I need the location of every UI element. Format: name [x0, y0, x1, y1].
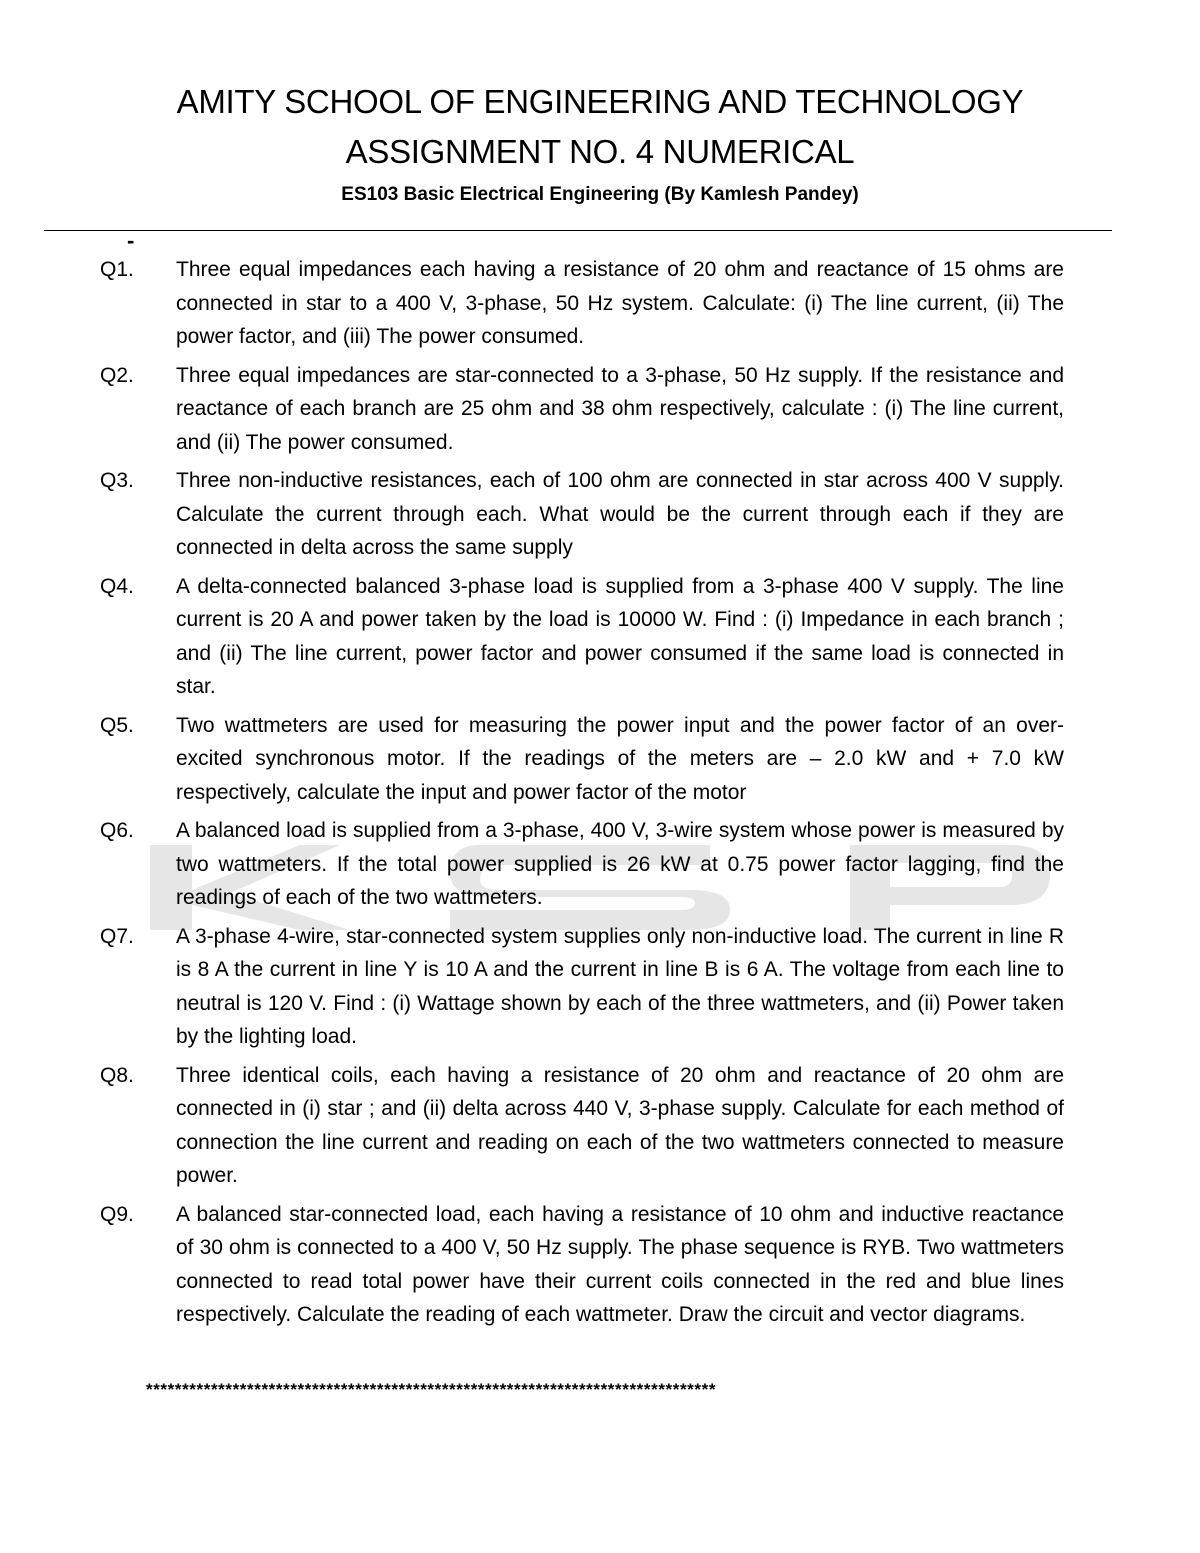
question-number: Q5.: [100, 713, 134, 737]
header-divider: [44, 230, 1112, 231]
question-number: Q7.: [100, 924, 134, 948]
assignment-title: ASSIGNMENT NO. 4 NUMERICAL: [345, 133, 855, 170]
course-title: ES103 Basic Electrical Engineering (By Kamlesh Pandey): [341, 184, 859, 205]
question-item: [100, 1059, 1100, 1193]
question-item: [100, 253, 1100, 354]
question-item: [100, 1198, 1100, 1332]
question-item: [100, 359, 1100, 460]
question-item: [100, 464, 1100, 565]
question-number: Q9.: [100, 1202, 134, 1226]
question-item: [100, 570, 1100, 704]
question-number: Q4.: [100, 574, 134, 598]
question-text: A balanced star-connected load, each having a resistance of 10 ohm and inductive reactance of 30 ohm is connected to a 400 V, 50 Hz supply. The phase sequence is RYB. Two wattmeters connected to read total power have their current coils connected in the red and blue lines respectively. Calculate the reading of each wattmeter. Draw the circuit and vector diagrams.: [176, 1202, 1064, 1326]
question-text: Three equal impedances are star-connected to a 3-phase, 50 Hz supply. If the resistance and reactance of each branch are 25 ohm and 38 ohm respectively, calculate : (i) The line current, and (ii) The power consumed.: [176, 363, 1064, 454]
question-item: [100, 709, 1100, 810]
question-item: [100, 814, 1100, 915]
question-text: Two wattmeters are used for measuring the power input and the power factor of an over-excited synchronous motor. If the readings of the meters are – 2.0 kW and + 7.0 kW respectively, calculate the input and power factor of the motor: [176, 713, 1064, 804]
question-number: Q1.: [100, 258, 134, 281]
question-item: [100, 920, 1100, 1054]
question-text: Three non-inductive resistances, each of 100 ohm are connected in star across 400 V supply. Calculate the current through each. What would be the current through each if they are connected in delta across the same supply: [176, 469, 1064, 559]
question-text: Three equal impedances each having a resistance of 20 ohm and reactance of 15 ohms are connected in star to a 400 V, 3-phase, 50 Hz system. Calculate: (i) The line current, (ii) The power factor, and (iii) The power consumed.: [176, 258, 1064, 348]
question-text: A delta-connected balanced 3-phase load is supplied from a 3-phase 400 V supply. The line current is 20 A and power taken by the load is 10000 W. Find : (i) Impedance in each branch ; and (ii) The line current, power factor and power consumed if the same load is connected in star.: [176, 574, 1064, 698]
footer-stars: *******************************************************************************: [146, 1380, 717, 1399]
question-number: Q8.: [100, 1063, 134, 1087]
question-text: A balanced load is supplied from a 3-phase, 400 V, 3-wire system whose power is measured by two wattmeters. If the total power supplied is 26 kW at 0.75 power factor lagging, find the readings of each of the two wattmeters.: [176, 819, 1064, 909]
question-text: A 3-phase 4-wire, star-connected system supplies only non-inductive load. The current in line R is 8 A the current in line Y is 10 A and the current in line B is 6 A. The voltage from each line to neutral is 120 V. Find : (i) Wattage shown by each of the three wattmeters, and (ii) Power taken by the lighting load.: [176, 924, 1064, 1048]
separator-mark: -: [127, 228, 135, 253]
question-number: Q2.: [100, 363, 134, 387]
institution-name: AMITY SCHOOL OF ENGINEERING AND TECHNOLOGY: [176, 83, 1024, 120]
question-text: Three identical coils, each having a resistance of 20 ohm and reactance of 20 ohm are connected in (i) star ; and (ii) delta across 440 V, 3-phase supply. Calculate for each method of connection the line current and reading on each of the two wattmeters connected to measure power.: [176, 1063, 1064, 1187]
question-number: Q3.: [100, 469, 134, 492]
question-list: [100, 253, 1100, 1337]
question-number: Q6.: [100, 819, 134, 842]
